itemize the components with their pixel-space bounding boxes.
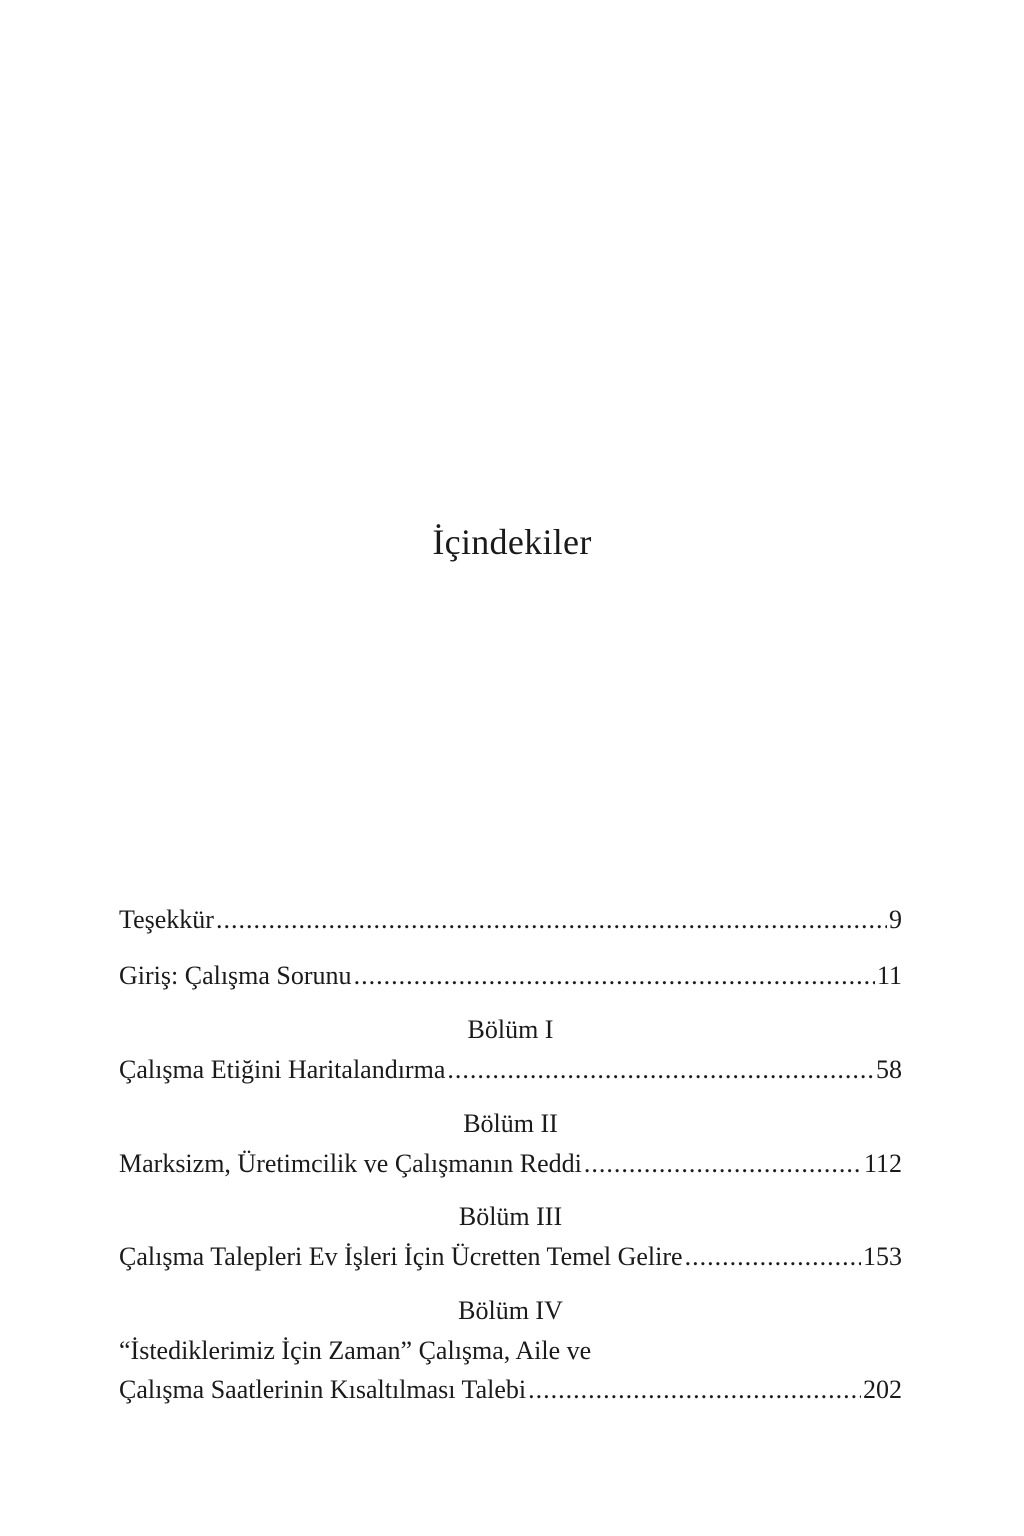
- dot-leader: [354, 956, 875, 996]
- part-heading-4: Bölüm IV: [458, 1296, 563, 1325]
- dot-leader: [685, 1237, 861, 1277]
- toc-entry-part2[interactable]: [119, 1144, 902, 1184]
- toc-entry-title: Çalışma Etiğini Haritalandırma: [119, 1055, 446, 1084]
- dot-leader: [528, 1370, 861, 1410]
- toc-entry-tesekkur[interactable]: [119, 900, 902, 940]
- part-heading-3: Bölüm III: [458, 1202, 563, 1231]
- toc-entry-page: 153: [863, 1242, 902, 1271]
- toc-entry-title: Teşekkür: [119, 905, 214, 934]
- part-heading-1: Bölüm I: [467, 1015, 554, 1044]
- table-of-contents: [119, 0, 902, 1536]
- toc-entry-page: 9: [889, 905, 902, 934]
- toc-entry-page: 11: [876, 961, 902, 990]
- toc-entry-part3[interactable]: [119, 1237, 902, 1277]
- toc-entry-page: 202: [863, 1375, 902, 1404]
- dot-leader: [216, 900, 887, 940]
- toc-entry-part4[interactable]: [119, 1370, 902, 1410]
- dot-leader: [584, 1144, 862, 1184]
- toc-entry-giris[interactable]: [119, 956, 902, 996]
- dot-leader: [447, 1050, 874, 1090]
- toc-entry-part4-line1: “İstediklerimiz İçin Zaman” Çalışma, Aile ve: [119, 1336, 592, 1365]
- toc-entry-title: Çalışma Talepleri Ev İşleri İçin Ücretten Temel Gelire: [119, 1242, 683, 1271]
- toc-entry-page: 112: [863, 1149, 902, 1178]
- toc-entry-part1[interactable]: [119, 1050, 902, 1090]
- toc-entry-title: Marksizm, Üretimcilik ve Çalışmanın Reddi: [119, 1149, 582, 1178]
- toc-entry-page: 58: [876, 1055, 902, 1084]
- toc-entry-title: Giriş: Çalışma Sorunu: [119, 961, 352, 990]
- part-heading-2: Bölüm II: [463, 1109, 558, 1138]
- toc-entry-title: Çalışma Saatlerinin Kısaltılması Talebi: [119, 1375, 527, 1404]
- page-title: İçindekiler: [432, 522, 592, 562]
